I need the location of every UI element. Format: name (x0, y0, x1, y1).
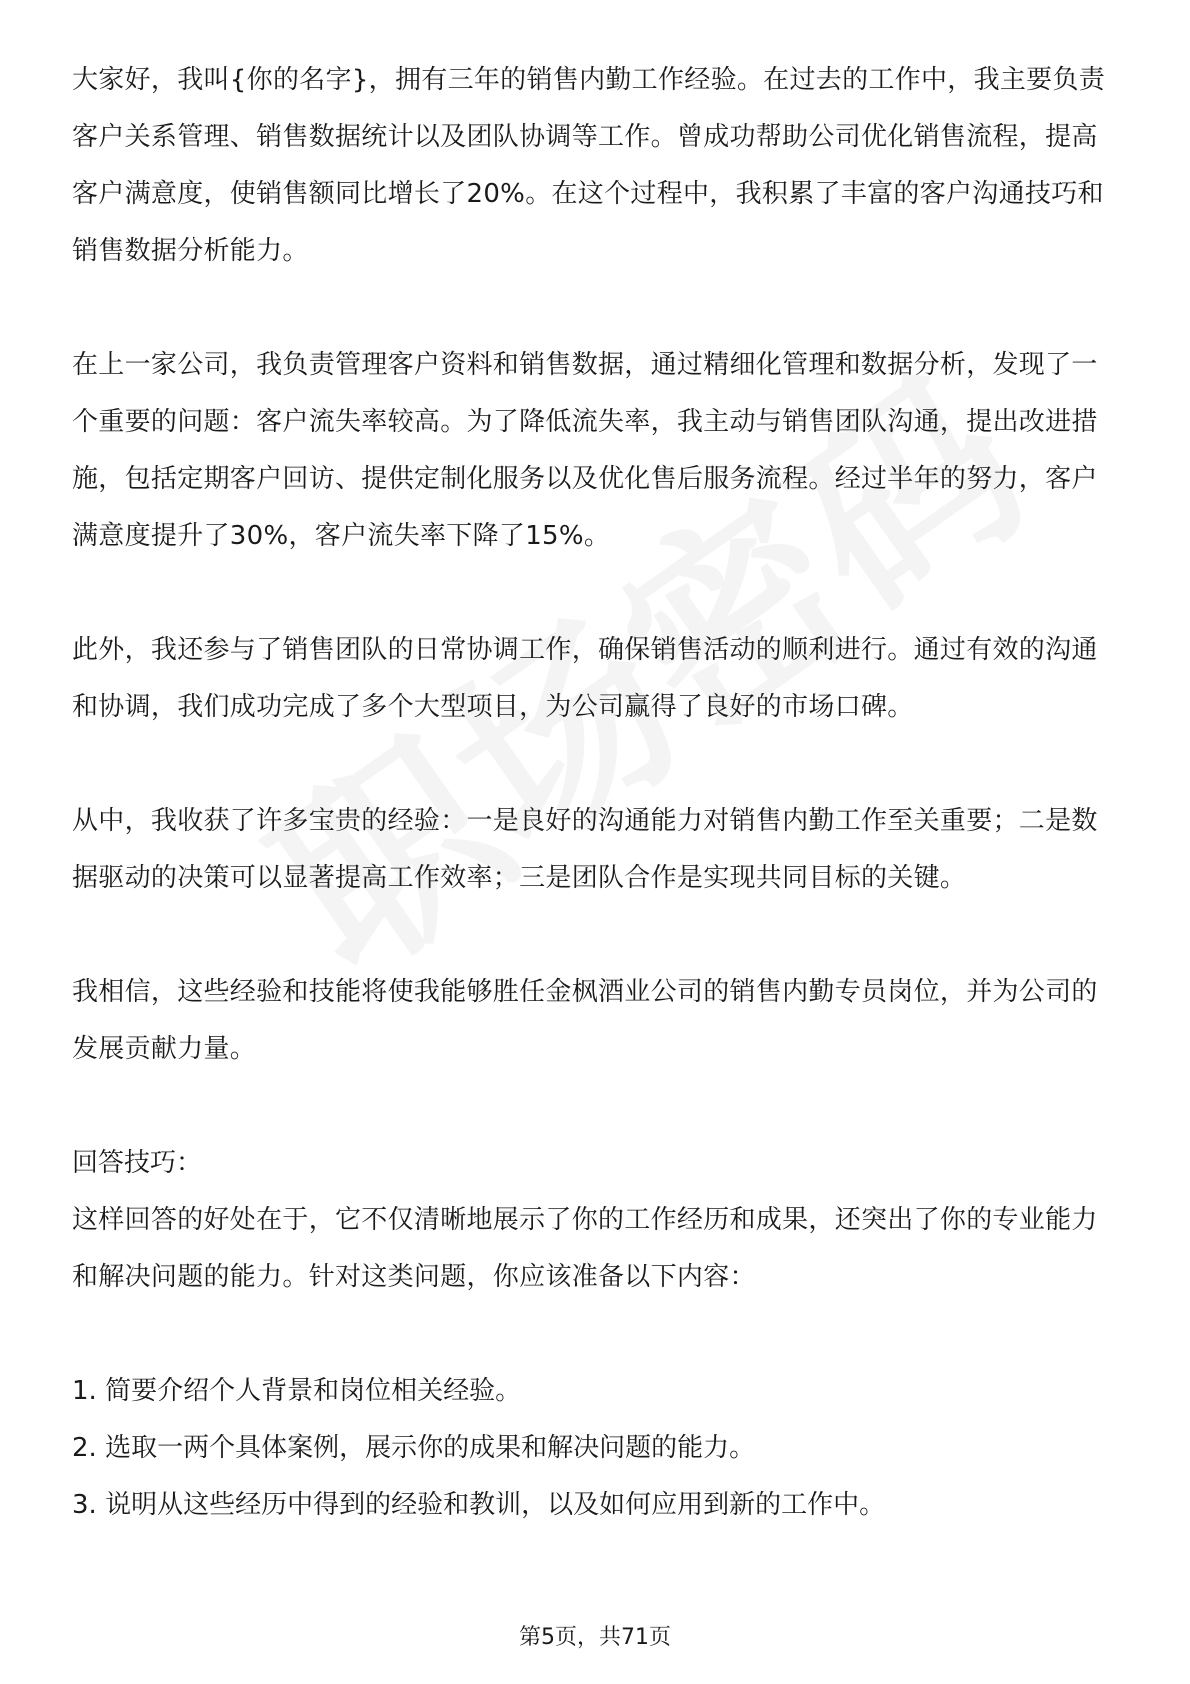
paragraph-spacer (72, 736, 1118, 793)
list-item: 2. 选取一两个具体案例，展示你的成果和解决问题的能力。 (72, 1433, 756, 1463)
list-item: 1. 简要介绍个人背景和岗位相关经验。 (72, 1376, 522, 1406)
paragraph-lessons: 从中，我收获了许多宝贵的经验：一是良好的沟通能力对销售内勤工作至关重要；二是数据驱动的决策可以显著提高工作效率；三是团队合作是实现共同目标的关键。 (72, 806, 1098, 893)
tips-intro: 这样回答的好处在于，它不仅清晰地展示了你的工作经历和成果，还突出了你的专业能力和解决问题的能力。针对这类问题，你应该准备以下内容： (72, 1205, 1098, 1292)
paragraph-spacer (72, 565, 1118, 622)
paragraph-conclusion: 我相信，这些经验和技能将使我能够胜任金枫酒业公司的销售内勤专员岗位，并为公司的发展贡献力量。 (72, 977, 1098, 1064)
page-number: 第5页，共71页 (519, 1625, 671, 1650)
paragraph-spacer (72, 1306, 1118, 1363)
paragraph-spacer (72, 280, 1118, 337)
tips-title: 回答技巧： (72, 1148, 203, 1178)
paragraph-spacer (72, 907, 1118, 964)
paragraph-coordination: 此外，我还参与了销售团队的日常协调工作，确保销售活动的顺利进行。通过有效的沟通和协调，我们成功完成了多个大型项目，为公司赢得了良好的市场口碑。 (72, 635, 1098, 722)
tips-list (72, 1363, 1118, 1534)
paragraph-spacer (72, 1078, 1118, 1135)
document-body (72, 52, 1118, 1534)
paragraph-intro: 大家好，我叫{你的名字}，拥有三年的销售内勤工作经验。在过去的工作中，我主要负责客户关系管理、销售数据统计以及团队协调等工作。曾成功帮助公司优化销售流程，提高客户满意度，使销售额同比增长了20%。在这个过程中，我积累了丰富的客户沟通技巧和销售数据分析能力。 (72, 65, 1106, 266)
list-item: 3. 说明从这些经历中得到的经验和教训，以及如何应用到新的工作中。 (72, 1490, 886, 1520)
paragraph-previous-company: 在上一家公司，我负责管理客户资料和销售数据，通过精细化管理和数据分析，发现了一个重要的问题：客户流失率较高。为了降低流失率，我主动与销售团队沟通，提出改进措施，包括定期客户回访、提供定制化服务以及优化售后服务流程。经过半年的努力，客户满意度提升了30%，客户流失率下降了15%。 (72, 350, 1098, 551)
